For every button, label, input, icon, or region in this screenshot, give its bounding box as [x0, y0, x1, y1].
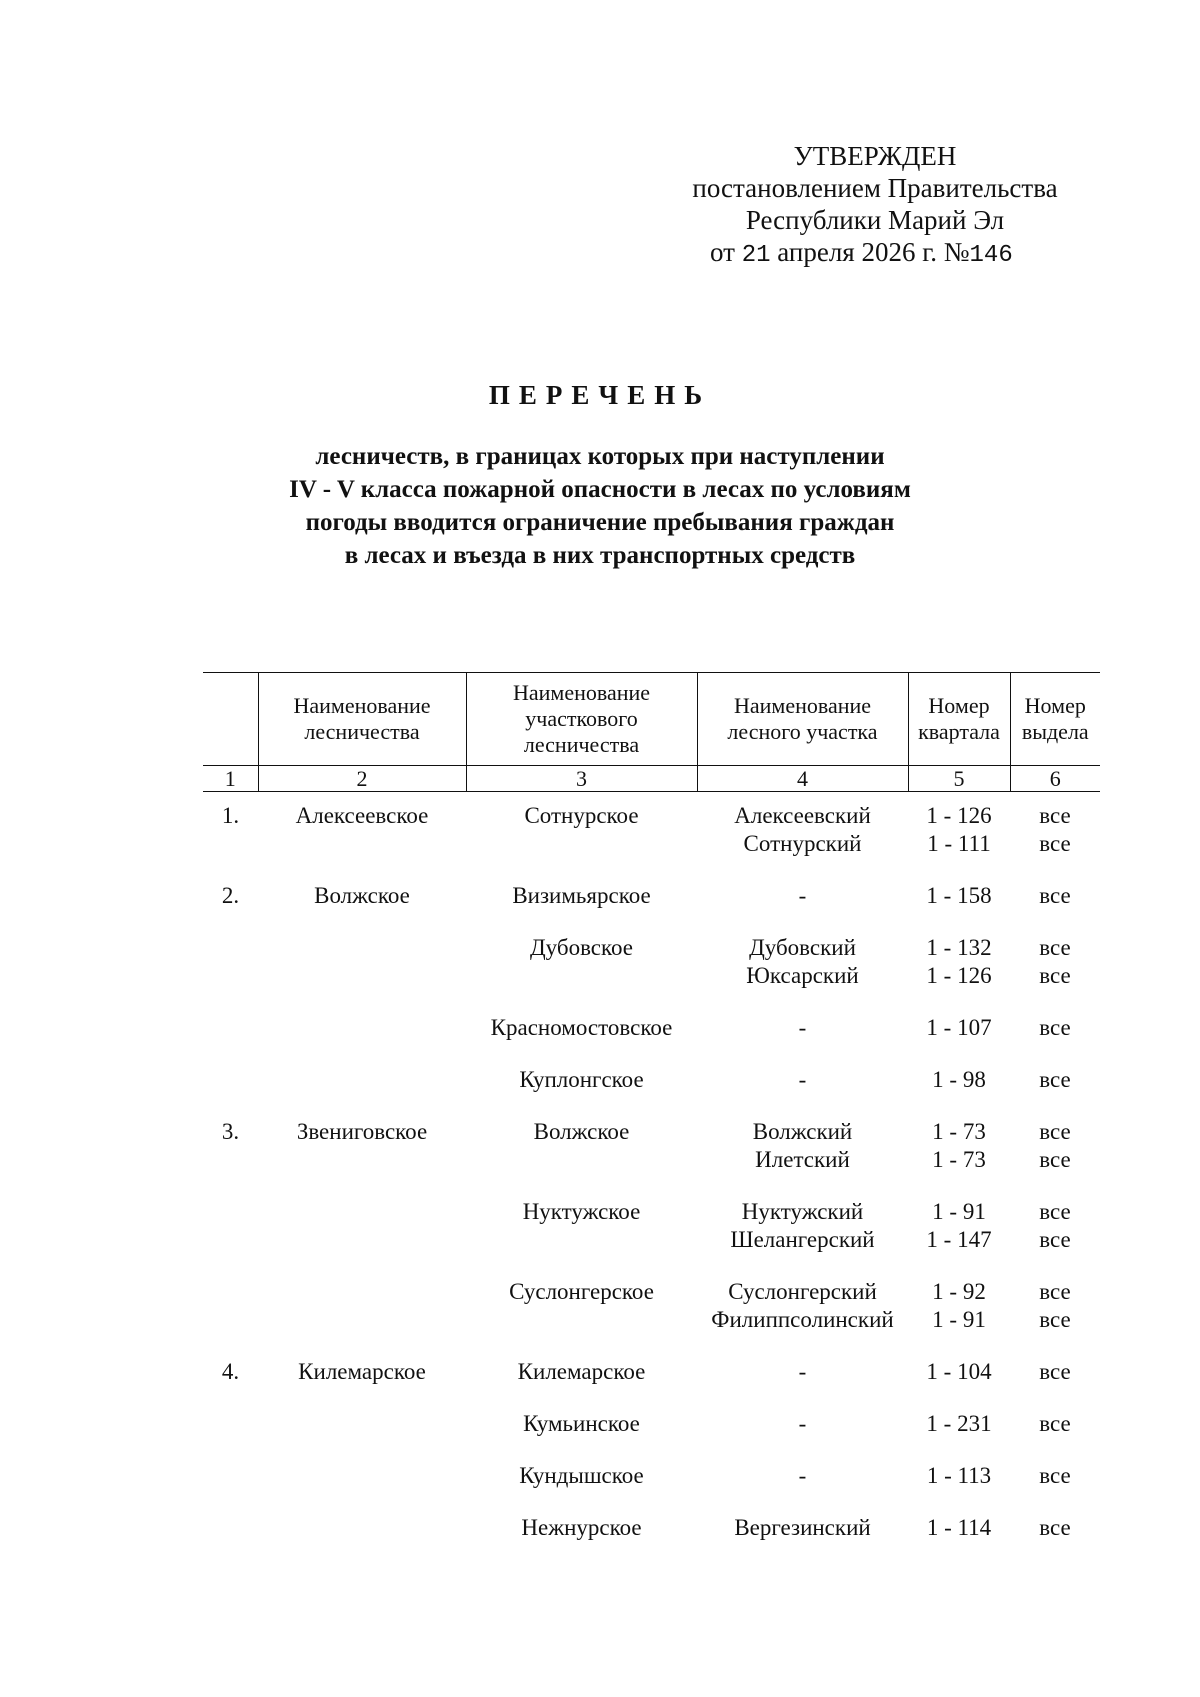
column-index: 6: [1010, 766, 1100, 792]
quarter-range-list: [908, 802, 1010, 858]
row-number: 1.: [221, 803, 240, 828]
header-quarter-number: Номер квартала: [908, 673, 1010, 766]
quarter-range: 1 - 104: [926, 1359, 992, 1384]
table-row: [203, 1514, 1100, 1542]
forest-plot-name: -: [798, 883, 807, 908]
quarter-range: 1 - 147: [926, 1227, 992, 1252]
quarter-range: 1 - 91: [932, 1307, 986, 1332]
section-value-list: [1010, 1462, 1100, 1490]
forest-plot-name-list: [697, 934, 908, 990]
section-value: все: [1039, 1411, 1071, 1436]
forestry-table: [203, 672, 1100, 1542]
forest-plot-name: Нуктужский: [741, 1199, 864, 1224]
quarter-range-list: [908, 934, 1010, 990]
table-row: [203, 1410, 1100, 1438]
quarter-range-list: [908, 1358, 1010, 1386]
district-forestry-name: Красномостовское: [490, 1015, 673, 1040]
section-value: все: [1039, 1359, 1071, 1384]
section-value-list: [1010, 882, 1100, 910]
header-section-number: Номер выдела: [1010, 673, 1100, 766]
forest-plot-name: -: [798, 1359, 807, 1384]
forestry-name: [258, 1014, 466, 1042]
quarter-range: 1 - 126: [926, 803, 992, 828]
forest-plot-name: Илетский: [755, 1147, 850, 1172]
subtitle-line: лесничеств, в границах которых при наступлении: [315, 443, 885, 470]
forestry-name: [258, 1410, 466, 1438]
approval-block: [640, 140, 1110, 272]
section-value: все: [1039, 935, 1071, 960]
forest-plot-name-list: [697, 1198, 908, 1254]
table-row: [203, 1358, 1100, 1386]
row-number: [203, 1462, 258, 1490]
forest-plot-name-list: [697, 1278, 908, 1334]
quarter-range: 1 - 73: [932, 1147, 986, 1172]
forest-plot-name: -: [798, 1463, 807, 1488]
section-value: все: [1039, 803, 1071, 828]
approval-line-republic: Республики Марий Эл: [745, 205, 1005, 235]
quarter-range-list: [908, 1514, 1010, 1542]
row-number: [203, 934, 258, 990]
column-index: 2: [258, 766, 466, 792]
quarter-range: 1 - 92: [932, 1279, 986, 1304]
section-value-list: [1010, 802, 1100, 858]
forest-plot-name: Сотнурский: [743, 831, 862, 856]
forest-plot-name-list: [697, 1514, 908, 1542]
forest-plot-name-list: [697, 1118, 908, 1174]
forest-plot-name: Алексеевский: [734, 803, 871, 828]
row-number: [203, 1066, 258, 1094]
district-forestry-name: Визимьярское: [512, 883, 651, 908]
row-number: 2.: [221, 883, 240, 908]
quarter-range: 1 - 98: [932, 1067, 986, 1092]
header-forestry: Наименование лесничества: [258, 673, 466, 766]
forest-plot-name-list: [697, 1066, 908, 1094]
subtitle-line: IV - V класса пожарной опасности в лесах по условиям: [289, 476, 911, 503]
approval-month-year: апреля 2026 г. №: [777, 237, 970, 267]
quarter-range-list: [908, 1278, 1010, 1334]
table-row: [203, 802, 1100, 858]
section-value-list: [1010, 1278, 1100, 1334]
district-forestry-name: Килемарское: [517, 1359, 646, 1384]
section-value: все: [1039, 1515, 1071, 1540]
quarter-range-list: [908, 882, 1010, 910]
header-district-forestry: Наименование участкового лесничества: [466, 673, 697, 766]
forestry-name: Звениговское: [296, 1119, 428, 1144]
section-value-list: [1010, 1066, 1100, 1094]
row-number: [203, 1410, 258, 1438]
forest-plot-name-list: [697, 1410, 908, 1438]
quarter-range: 1 - 111: [927, 831, 991, 856]
table-row: [203, 1014, 1100, 1042]
table-body: [203, 802, 1100, 1542]
row-number: 4.: [221, 1359, 240, 1384]
section-value-list: [1010, 1514, 1100, 1542]
row-number: [203, 1278, 258, 1334]
row-number: [203, 1514, 258, 1542]
forest-plot-name: Филиппсолинский: [711, 1307, 894, 1332]
table-row: [203, 934, 1100, 990]
row-number: [203, 1014, 258, 1042]
quarter-range-list: [908, 1410, 1010, 1438]
quarter-range-list: [908, 1462, 1010, 1490]
forest-plot-name: Дубовский: [749, 935, 856, 960]
approval-line-government: постановлением Правительства: [692, 173, 1058, 203]
forestry-name: [258, 1462, 466, 1490]
quarter-range: 1 - 114: [926, 1515, 992, 1540]
forestry-name: Алексеевское: [295, 803, 429, 828]
forest-plot-name: Суслонгерский: [728, 1279, 877, 1304]
quarter-range-list: [908, 1198, 1010, 1254]
district-forestry-name: Волжское: [533, 1119, 630, 1144]
section-value: все: [1039, 1279, 1071, 1304]
district-forestry-name: Сотнурское: [524, 803, 639, 828]
table-row: [203, 882, 1100, 910]
from-label: от: [710, 237, 735, 267]
section-value: все: [1039, 883, 1071, 908]
section-value-list: [1010, 1358, 1100, 1386]
column-index: 3: [466, 766, 697, 792]
section-value: все: [1039, 1227, 1071, 1252]
forest-plot-name-list: [697, 802, 908, 858]
table-row: [203, 1118, 1100, 1174]
forest-plot-name-list: [697, 1462, 908, 1490]
section-value: все: [1039, 1307, 1071, 1332]
subtitle-line: погоды вводится ограничение пребывания граждан: [305, 509, 895, 536]
quarter-range: 1 - 231: [926, 1411, 992, 1436]
quarter-range: 1 - 91: [932, 1199, 986, 1224]
quarter-range-list: [908, 1066, 1010, 1094]
quarter-range: 1 - 158: [926, 883, 992, 908]
column-index: 1: [203, 766, 258, 792]
quarter-range: 1 - 126: [926, 963, 992, 988]
forest-plot-name: -: [798, 1015, 807, 1040]
forest-plot-name-list: [697, 882, 908, 910]
forest-plot-name: Вергезинский: [734, 1515, 871, 1540]
column-index: 5: [908, 766, 1010, 792]
section-value-list: [1010, 1410, 1100, 1438]
forest-plot-name: -: [798, 1067, 807, 1092]
forest-plot-name: Шелангерский: [730, 1227, 875, 1252]
forest-plot-name-list: [697, 1358, 908, 1386]
table-header: [203, 672, 1100, 792]
quarter-range-list: [908, 1118, 1010, 1174]
section-value: все: [1039, 1067, 1071, 1092]
forest-plot-name: Юксарский: [746, 963, 859, 988]
section-value: все: [1039, 963, 1071, 988]
district-forestry-name: Нежнурское: [521, 1515, 642, 1540]
header-forest-plot: Наименование лесного участка: [697, 673, 908, 766]
document-title: ПЕРЕЧЕНЬ: [488, 380, 712, 410]
section-value: все: [1039, 1199, 1071, 1224]
quarter-range: 1 - 132: [926, 935, 992, 960]
section-value-list: [1010, 1014, 1100, 1042]
table-row: [203, 1462, 1100, 1490]
section-value: все: [1039, 1015, 1071, 1040]
section-value-list: [1010, 934, 1100, 990]
forestry-name: [258, 1278, 466, 1334]
district-forestry-name: Нуктужское: [522, 1199, 641, 1224]
approval-date-line: [640, 236, 1110, 272]
approval-number: 146: [969, 242, 1013, 269]
section-value-list: [1010, 1198, 1100, 1254]
forestry-name: Волжское: [314, 883, 410, 908]
section-value: все: [1039, 1119, 1071, 1144]
document-subtitle: [200, 440, 1000, 572]
column-index: 4: [697, 766, 908, 792]
forestry-name: [258, 934, 466, 990]
district-forestry-name: Куплонгское: [519, 1067, 644, 1092]
forest-plot-name-list: [697, 1014, 908, 1042]
section-value: все: [1039, 1463, 1071, 1488]
row-number: 3.: [221, 1119, 240, 1144]
approval-day: 21: [741, 242, 771, 269]
forestry-name: [258, 1514, 466, 1542]
row-number: [203, 1198, 258, 1254]
district-forestry-name: Кундышское: [519, 1463, 644, 1488]
district-forestry-name: Суслонгерское: [509, 1279, 654, 1304]
quarter-range: 1 - 113: [926, 1463, 992, 1488]
forest-plot-name: Волжский: [752, 1119, 853, 1144]
header-number: [203, 673, 258, 766]
district-forestry-name: Дубовское: [529, 935, 634, 960]
district-forestry-name: Кумьинское: [523, 1411, 640, 1436]
quarter-range: 1 - 107: [926, 1015, 992, 1040]
quarter-range-list: [908, 1014, 1010, 1042]
table-row: [203, 1198, 1100, 1254]
forestry-name: [258, 1198, 466, 1254]
section-value-list: [1010, 1118, 1100, 1174]
forest-plot-name: -: [798, 1411, 807, 1436]
section-value: все: [1039, 1147, 1071, 1172]
table-row: [203, 1066, 1100, 1094]
forestry-name: [258, 1066, 466, 1094]
quarter-range: 1 - 73: [932, 1119, 986, 1144]
table-row: [203, 1278, 1100, 1334]
subtitle-line: в лесах и въезда в них транспортных средств: [344, 542, 856, 569]
approval-heading: УТВЕРЖДЕН: [793, 141, 957, 171]
forestry-name: Килемарское: [298, 1359, 426, 1384]
section-value: все: [1039, 831, 1071, 856]
